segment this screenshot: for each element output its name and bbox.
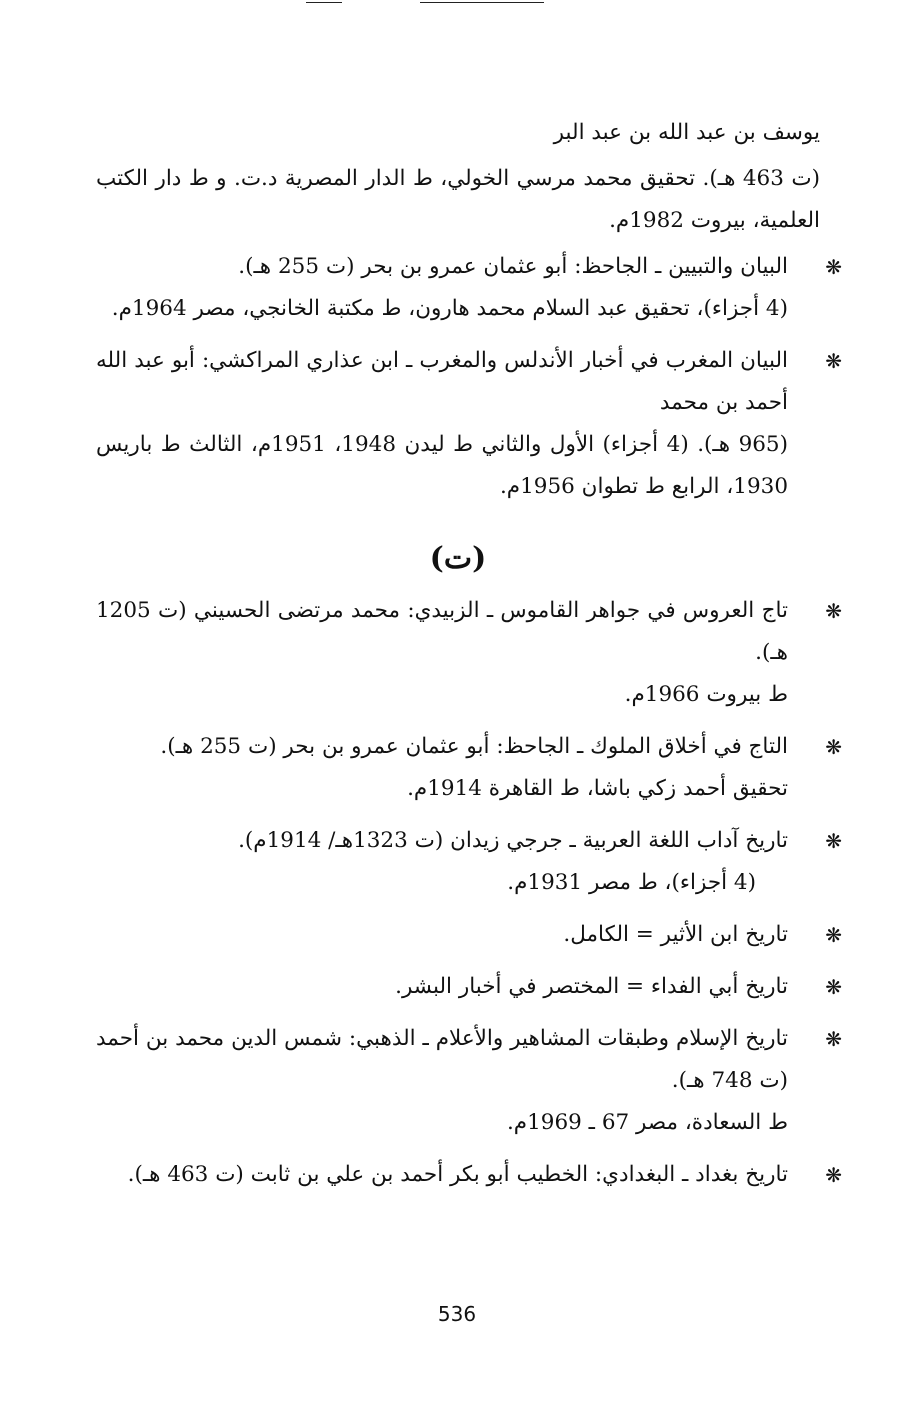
bibliography-entry	[96, 246, 842, 330]
asterisk-bullet-icon: ❋	[825, 599, 842, 623]
entry-title: البيان المغرب في أخبار الأندلس والمغرب ـ ابن عذاري المراكشي: أبو عبد الله أحمد بن محمد	[96, 348, 788, 415]
entry-details: (4 أجزاء)، ط مصر 1931م.	[507, 870, 756, 895]
asterisk-bullet-icon: ❋	[825, 923, 842, 947]
bibliography-entry	[96, 590, 842, 716]
header-rule-right	[420, 2, 544, 3]
entry-title: تاريخ الإسلام وطبقات المشاهير والأعلام ـ الذهبي: شمس الدين محمد بن أحمد (ت 748 هـ).	[96, 1026, 788, 1093]
bibliography-entry	[96, 820, 842, 904]
entry-details: تحقيق أحمد زكي باشا، ط القاهرة 1914م.	[407, 776, 788, 801]
entry-details: (4 أجزاء)، تحقيق عبد السلام محمد هارون، ط مكتبة الخانجي، مصر 1964م.	[111, 296, 788, 321]
section-heading: (ت)	[429, 541, 487, 576]
asterisk-bullet-icon: ❋	[825, 349, 842, 373]
entry-title: تاريخ ابن الأثير = الكامل.	[563, 922, 788, 947]
bibliography-entry	[96, 340, 842, 508]
asterisk-bullet-icon: ❋	[825, 735, 842, 759]
bibliography-entry	[96, 726, 842, 810]
entry-details: (965 هـ). (4 أجزاء) الأول والثاني ط ليدن 1948، 1951م، الثالث ط باريس 1930، الرابع ط تطوان 1956م.	[96, 432, 788, 499]
page-number: 536	[437, 1302, 477, 1326]
asterisk-bullet-icon: ❋	[825, 829, 842, 853]
entry-details: ط بيروت 1966م.	[624, 682, 788, 707]
entry-title: البيان والتبيين ـ الجاحظ: أبو عثمان عمرو بن بحر (ت 255 هـ).	[238, 254, 788, 279]
intro-author-line: يوسف بن عبد الله بن عبد البر	[553, 120, 820, 145]
bibliography-entry	[96, 914, 842, 956]
bibliography-entry	[96, 966, 842, 1008]
entry-title: تاريخ بغداد ـ البغدادي: الخطيب أبو بكر أحمد بن علي بن ثابت (ت 463 هـ).	[127, 1162, 788, 1187]
entry-title: تاج العروس في جواهر القاموس ـ الزبيدي: محمد مرتضى الحسيني (ت 1205 هـ).	[96, 598, 788, 665]
entry-title: تاريخ آداب اللغة العربية ـ جرجي زيدان (ت 1323هـ/ 1914م).	[238, 828, 788, 853]
bibliography-content	[96, 112, 842, 1206]
asterisk-bullet-icon: ❋	[825, 975, 842, 999]
bibliography-entry	[96, 1154, 842, 1196]
intro-details: (ت 463 هـ). تحقيق محمد مرسي الخولي، ط الدار المصرية د.ت. و ط دار الكتب العلمية، بيروت 1982م.	[96, 166, 820, 233]
asterisk-bullet-icon: ❋	[825, 1027, 842, 1051]
header-rule-left	[306, 2, 342, 3]
entry-title: تاريخ أبي الفداء = المختصر في أخبار البشر.	[395, 974, 788, 999]
asterisk-bullet-icon: ❋	[825, 255, 842, 279]
entry-title: التاج في أخلاق الملوك ـ الجاحظ: أبو عثمان عمرو بن بحر (ت 255 هـ).	[160, 734, 788, 759]
bibliography-entry	[96, 1018, 842, 1144]
entry-details: ط السعادة، مصر 67 ـ 1969م.	[506, 1110, 788, 1135]
asterisk-bullet-icon: ❋	[825, 1163, 842, 1187]
